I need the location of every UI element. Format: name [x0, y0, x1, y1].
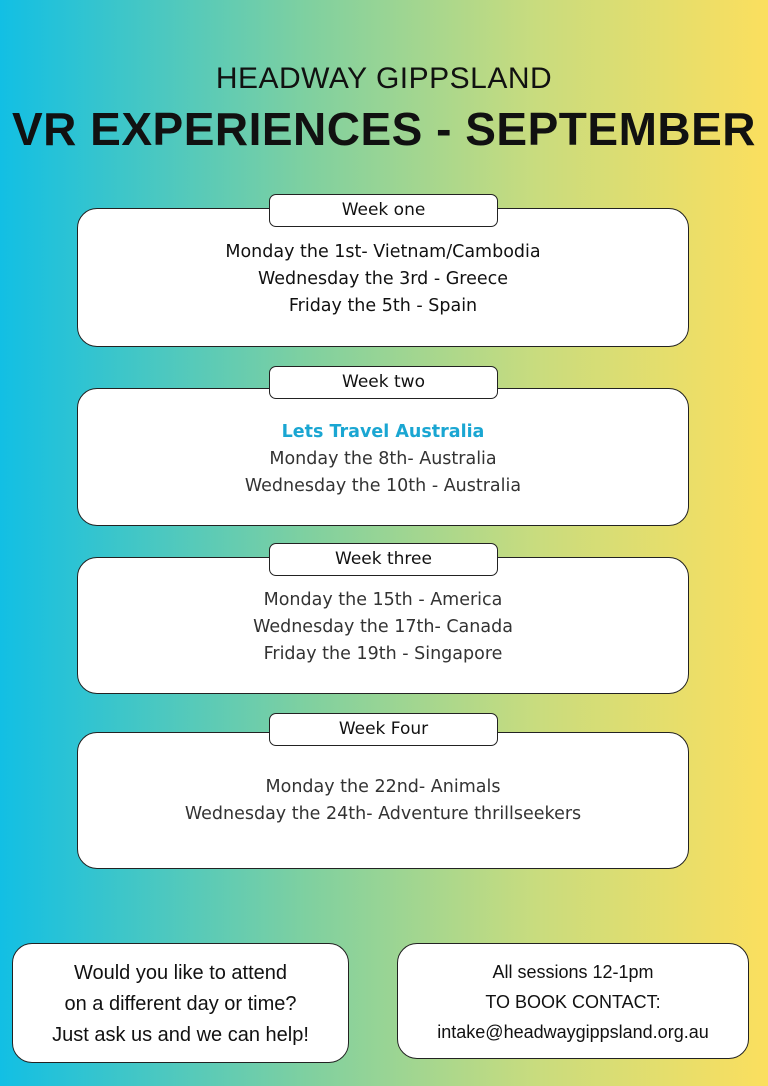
schedule-line: Monday the 8th- Australia [269, 449, 497, 469]
contact-email: intake@headwaygippsland.org.au [437, 1022, 709, 1042]
booking-note [397, 943, 749, 1059]
week-three-card [77, 557, 689, 694]
schedule-line: Wednesday the 3rd - Greece [257, 269, 509, 289]
week-three-tab: Week three [269, 543, 498, 576]
help-line: Would you like to attend [73, 962, 288, 984]
week-four-card [77, 732, 689, 869]
schedule-line: Monday the 1st- Vietnam/Cambodia [225, 242, 541, 262]
week-three-schedule [78, 587, 688, 668]
booking-label: TO BOOK CONTACT: [485, 992, 661, 1012]
schedule-line: Wednesday the 24th- Adventure thrillseekers [184, 804, 582, 824]
week-one-schedule [78, 239, 688, 320]
week-four-tab: Week Four [269, 713, 498, 746]
sessions-time: All sessions 12-1pm [492, 962, 654, 982]
week-two-tab: Week two [269, 366, 498, 399]
org-name: HEADWAY GIPPSLAND [215, 62, 553, 95]
week-two-schedule [78, 419, 688, 500]
week-one-card [77, 208, 689, 347]
page-title: VR EXPERIENCES - SEPTEMBER [11, 103, 757, 155]
help-line: Just ask us and we can help! [52, 1024, 309, 1046]
week-four-schedule [78, 774, 688, 828]
week-one-tab: Week one [269, 194, 498, 227]
schedule-line: Monday the 15th - America [263, 590, 503, 610]
help-line: on a different day or time? [64, 993, 297, 1015]
week-two-highlight: Lets Travel Australia [281, 422, 485, 442]
help-note [12, 943, 349, 1063]
week-two-card [77, 388, 689, 526]
schedule-line: Wednesday the 10th - Australia [244, 476, 522, 496]
schedule-line: Friday the 19th - Singapore [263, 644, 503, 664]
schedule-line: Monday the 22nd- Animals [265, 777, 501, 797]
schedule-line: Friday the 5th - Spain [288, 296, 478, 316]
schedule-line: Wednesday the 17th- Canada [253, 617, 513, 637]
